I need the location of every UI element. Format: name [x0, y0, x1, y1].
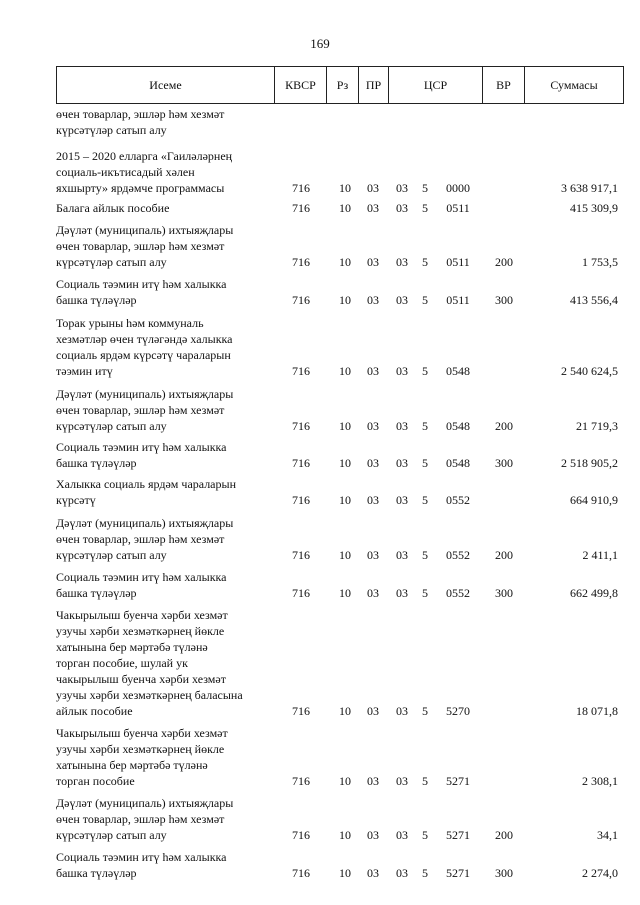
row-values — [56, 547, 624, 563]
row-name-line: өчен товарлар, эшләр һәм хезмәт — [56, 812, 225, 826]
cell-csr-code: 5271 — [446, 866, 470, 880]
cell-pr: 03 — [367, 293, 379, 307]
cell-sum: 2 308,1 — [582, 774, 618, 788]
row-name-line: хезмәтләр өчен түләгәндә халыкка — [56, 332, 233, 346]
column-header-name: Исеме — [57, 67, 275, 103]
cell-vr: 200 — [495, 255, 513, 269]
row-values — [56, 455, 624, 471]
row-name-line: Чакырылыш буенча хәрби хезмәт — [56, 726, 228, 740]
table-row — [56, 849, 624, 881]
cell-csr-code: 0511 — [446, 255, 470, 269]
cell-csr-subprogram: 5 — [422, 548, 428, 562]
row-name-line: Балага айлык пособие — [56, 201, 170, 215]
table-row — [56, 386, 624, 434]
row-values — [56, 865, 624, 881]
cell-csr-code: 0000 — [446, 181, 470, 195]
cell-pr: 03 — [367, 493, 379, 507]
cell-csr-program: 03 — [396, 866, 408, 880]
cell-csr-subprogram: 5 — [422, 456, 428, 470]
row-name-line: өчен товарлар, эшләр һәм хезмәт — [56, 403, 225, 417]
row-name-line: өчен товарлар, эшләр һәм хезмәт — [56, 239, 225, 253]
cell-csr-program: 03 — [396, 364, 408, 378]
cell-csr-subprogram: 5 — [422, 181, 428, 195]
row-name-line: чакырылыш буенча хәрби хезмәт — [56, 672, 226, 686]
cell-kvsr: 716 — [292, 828, 310, 842]
table-row — [56, 569, 624, 601]
cell-csr-program: 03 — [396, 548, 408, 562]
row-name-line: хатынына бер мәртәбә түләнә — [56, 640, 208, 654]
table-row — [56, 276, 624, 308]
row-name-line: Дәүләт (муниципаль) ихтыяҗлары — [56, 796, 234, 810]
row-values — [56, 292, 624, 308]
row-values — [56, 773, 624, 789]
cell-rz: 10 — [339, 866, 351, 880]
cell-vr: 200 — [495, 548, 513, 562]
cell-csr-code: 5270 — [446, 704, 470, 718]
cell-pr: 03 — [367, 866, 379, 880]
row-name-line: башка түләүләр — [56, 866, 137, 880]
cell-vr: 200 — [495, 419, 513, 433]
row-name-line: күрсәтүләр сатып алу — [56, 419, 167, 433]
cell-csr-code: 5271 — [446, 828, 470, 842]
cell-csr-subprogram: 5 — [422, 866, 428, 880]
cell-vr: 200 — [495, 828, 513, 842]
table-row — [56, 200, 624, 216]
table-row — [56, 148, 624, 196]
column-header-sum: Суммасы — [550, 78, 598, 92]
row-name-line: Халыкка социаль ярдәм чараларын — [56, 477, 236, 491]
row-values — [56, 180, 624, 196]
cell-rz: 10 — [339, 704, 351, 718]
cell-csr-subprogram: 5 — [422, 364, 428, 378]
row-name-line: торган пособие — [56, 774, 135, 788]
row-name-line: Дәүләт (муниципаль) ихтыяҗлары — [56, 387, 234, 401]
cell-sum: 664 910,9 — [570, 493, 618, 507]
cell-csr-subprogram: 5 — [422, 704, 428, 718]
cell-kvsr: 716 — [292, 364, 310, 378]
column-header-csr: ЦСР — [389, 67, 483, 103]
row-name-line: хатынына бер мәртәбә түләнә — [56, 758, 208, 772]
cell-kvsr: 716 — [292, 493, 310, 507]
cell-csr-subprogram: 5 — [422, 828, 428, 842]
page-number: 169 — [310, 36, 330, 51]
row-name-line: социаль-икътисадый хәлен — [56, 165, 195, 179]
cell-sum: 413 556,4 — [570, 293, 618, 307]
cell-sum: 3 638 917,1 — [561, 181, 618, 195]
cell-csr-code: 0548 — [446, 419, 470, 433]
cell-sum: 1 753,5 — [582, 255, 618, 269]
cell-sum: 2 274,0 — [582, 866, 618, 880]
row-name-line: башка түләүләр — [56, 586, 137, 600]
cell-csr-subprogram: 5 — [422, 586, 428, 600]
cell-sum: 2 518 905,2 — [561, 456, 618, 470]
cell-pr: 03 — [367, 586, 379, 600]
cell-csr-subprogram: 5 — [422, 201, 428, 215]
cell-kvsr: 716 — [292, 548, 310, 562]
cell-vr: 300 — [495, 586, 513, 600]
cell-pr: 03 — [367, 419, 379, 433]
row-name-line: күрсәтүләр сатып алу — [56, 828, 167, 842]
cell-csr-code: 0548 — [446, 456, 470, 470]
cell-csr-program: 03 — [396, 456, 408, 470]
cell-csr-program: 03 — [396, 181, 408, 195]
row-name-line: өчен товарлар, эшләр һәм хезмәт — [56, 107, 225, 121]
row-name-line: башка түләүләр — [56, 456, 137, 470]
cell-csr-code: 0511 — [446, 201, 470, 215]
row-name-line: узучы хәрби хезмәткәрнең йөкле — [56, 624, 225, 638]
cell-rz: 10 — [339, 586, 351, 600]
cell-rz: 10 — [339, 293, 351, 307]
column-header-rz: Рз — [327, 67, 359, 103]
row-values — [56, 418, 624, 434]
cell-sum: 34,1 — [597, 828, 618, 842]
row-name-line: Социаль тәэмин итү һәм халыкка — [56, 440, 227, 454]
row-name-line: күрсәтүләр сатып алу — [56, 548, 167, 562]
cell-vr: 300 — [495, 293, 513, 307]
cell-rz: 10 — [339, 774, 351, 788]
cell-csr-code: 0552 — [446, 493, 470, 507]
cell-csr-program: 03 — [396, 493, 408, 507]
cell-rz: 10 — [339, 201, 351, 215]
table-row — [56, 515, 624, 563]
column-header-vr: ВР — [483, 67, 525, 103]
row-values — [56, 363, 624, 379]
table-row — [56, 476, 624, 508]
cell-sum: 662 499,8 — [570, 586, 618, 600]
row-name-line: башка түләүләр — [56, 293, 137, 307]
cell-sum: 415 309,9 — [570, 201, 618, 215]
cell-sum: 21 719,3 — [576, 419, 618, 433]
row-name-line: күрсәтүләр сатып алу — [56, 123, 167, 137]
table-row — [56, 439, 624, 471]
cell-rz: 10 — [339, 456, 351, 470]
cell-csr-program: 03 — [396, 293, 408, 307]
cell-csr-program: 03 — [396, 704, 408, 718]
cell-rz: 10 — [339, 181, 351, 195]
cell-pr: 03 — [367, 548, 379, 562]
cell-pr: 03 — [367, 704, 379, 718]
row-name-line: Социаль тәэмин итү һәм халыкка — [56, 277, 227, 291]
cell-pr: 03 — [367, 255, 379, 269]
table-row — [56, 222, 624, 270]
row-name-line: социаль ярдәм күрсәтү чараларын — [56, 348, 231, 362]
cell-kvsr: 716 — [292, 774, 310, 788]
row-values — [56, 585, 624, 601]
row-name-line: Дәүләт (муниципаль) ихтыяҗлары — [56, 516, 234, 530]
cell-pr: 03 — [367, 201, 379, 215]
row-name-line: узучы хәрби хезмәткәрнең баласына — [56, 688, 243, 702]
cell-csr-subprogram: 5 — [422, 293, 428, 307]
cell-csr-code: 5271 — [446, 774, 470, 788]
cell-csr-subprogram: 5 — [422, 255, 428, 269]
cell-pr: 03 — [367, 828, 379, 842]
table-row — [56, 795, 624, 843]
cell-csr-program: 03 — [396, 201, 408, 215]
cell-kvsr: 716 — [292, 456, 310, 470]
row-values — [56, 492, 624, 508]
row-name-line: Торак урыны һәм коммуналь — [56, 316, 204, 330]
row-name-line: 2015 – 2020 елларга «Гаиләләрнең — [56, 149, 233, 163]
cell-csr-program: 03 — [396, 828, 408, 842]
cell-rz: 10 — [339, 828, 351, 842]
cell-csr-code: 0548 — [446, 364, 470, 378]
cell-csr-program: 03 — [396, 419, 408, 433]
cell-csr-subprogram: 5 — [422, 493, 428, 507]
row-name-line: күрсәтү — [56, 493, 96, 507]
row-name-line: Социаль тәэмин итү һәм халыкка — [56, 850, 227, 864]
row-name-line: тәэмин итү — [56, 364, 113, 378]
cell-rz: 10 — [339, 548, 351, 562]
column-header-kvsr: КВСР — [275, 67, 327, 103]
cell-kvsr: 716 — [292, 255, 310, 269]
cell-csr-code: 0552 — [446, 586, 470, 600]
cell-csr-subprogram: 5 — [422, 774, 428, 788]
row-name-line: күрсәтүләр сатып алу — [56, 255, 167, 269]
row-values — [56, 254, 624, 270]
cell-rz: 10 — [339, 419, 351, 433]
cell-kvsr: 716 — [292, 419, 310, 433]
cell-vr: 300 — [495, 456, 513, 470]
row-name-line: узучы хәрби хезмәткәрнең йөкле — [56, 742, 225, 756]
cell-sum: 2 540 624,5 — [561, 364, 618, 378]
cell-kvsr: 716 — [292, 704, 310, 718]
cell-sum: 2 411,1 — [582, 548, 618, 562]
table-row — [56, 106, 624, 138]
table-row — [56, 315, 624, 379]
table-row — [56, 725, 624, 789]
cell-csr-subprogram: 5 — [422, 419, 428, 433]
cell-rz: 10 — [339, 255, 351, 269]
cell-kvsr: 716 — [292, 866, 310, 880]
cell-kvsr: 716 — [292, 181, 310, 195]
row-name-line: айлык пособие — [56, 704, 133, 718]
row-name-line: Социаль тәэмин итү һәм халыкка — [56, 570, 227, 584]
row-name-line: Чакырылыш буенча хәрби хезмәт — [56, 608, 228, 622]
cell-kvsr: 716 — [292, 293, 310, 307]
table-header — [56, 66, 624, 104]
row-name-line: Дәүләт (муниципаль) ихтыяҗлары — [56, 223, 234, 237]
table-row — [56, 607, 624, 719]
cell-pr: 03 — [367, 456, 379, 470]
cell-csr-program: 03 — [396, 586, 408, 600]
cell-sum: 18 071,8 — [576, 704, 618, 718]
row-values — [56, 827, 624, 843]
cell-pr: 03 — [367, 181, 379, 195]
row-name-line: яхшырту» ярдәмче программасы — [56, 181, 225, 195]
row-values — [56, 703, 624, 719]
cell-pr: 03 — [367, 774, 379, 788]
row-values — [56, 122, 624, 138]
cell-rz: 10 — [339, 364, 351, 378]
cell-rz: 10 — [339, 493, 351, 507]
cell-vr: 300 — [495, 866, 513, 880]
row-name-line: торган пособие, шулай ук — [56, 656, 188, 670]
row-name-line: өчен товарлар, эшләр һәм хезмәт — [56, 532, 225, 546]
cell-csr-code: 0511 — [446, 293, 470, 307]
cell-csr-program: 03 — [396, 774, 408, 788]
table-body — [56, 106, 624, 887]
cell-csr-program: 03 — [396, 255, 408, 269]
cell-kvsr: 716 — [292, 586, 310, 600]
cell-kvsr: 716 — [292, 201, 310, 215]
column-header-pr: ПР — [359, 67, 389, 103]
cell-csr-code: 0552 — [446, 548, 470, 562]
row-values — [56, 200, 624, 216]
cell-pr: 03 — [367, 364, 379, 378]
